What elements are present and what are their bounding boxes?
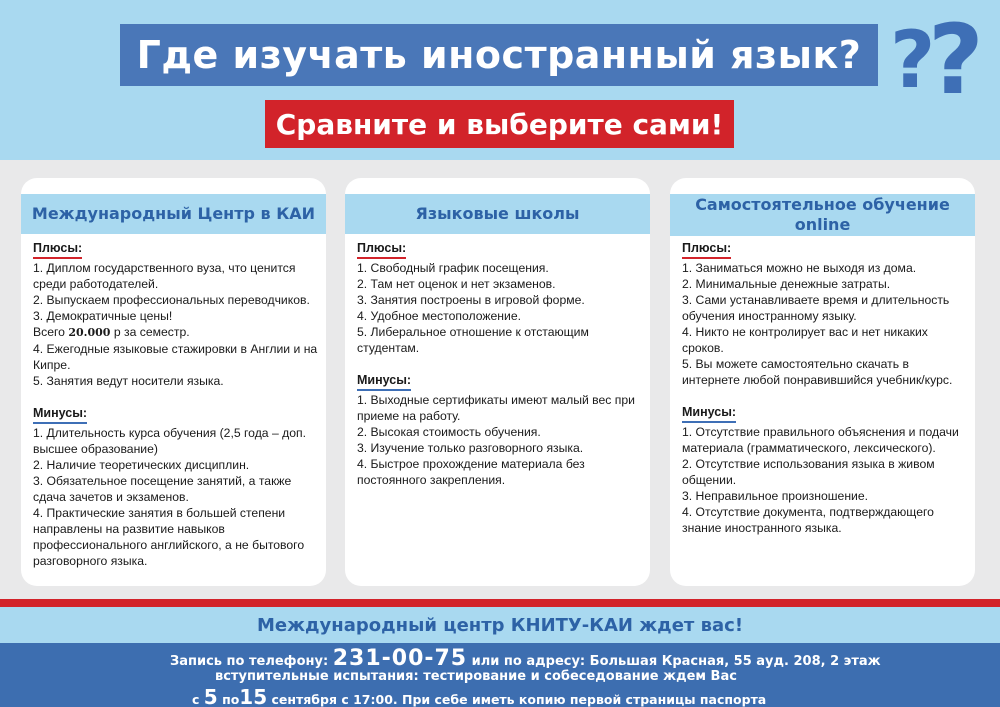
exams-line: вступительные испытания: тестирование и собеседование ждем Вас — [215, 669, 737, 684]
list-item: 1. Заниматься можно не выходя из дома. — [682, 261, 917, 275]
page-title: Где изучать иностранный язык? — [136, 33, 862, 77]
question-mark-icon: ? — [890, 16, 936, 106]
pros-underline — [33, 257, 82, 259]
list-item: 4. Отсутствие документа, подтверждающего знание иностранного языка. — [682, 505, 934, 535]
list-item: 4. Практические занятия в большей степени направлены на развитие навыков профессионального английского, а не бытового разговорного языка. — [33, 506, 305, 568]
list-item: 2. Там нет оценок и нет экзаменов. — [357, 277, 556, 291]
dates-line: с 5 по15 сентября с 17:00. При себе иметь копию первой страницы паспорта — [192, 685, 767, 707]
cons-list — [357, 392, 642, 488]
question-mark-icon: ? — [928, 4, 984, 116]
cons-underline — [33, 422, 87, 424]
list-item: 5. Вы можете самостоятельно скачать в интернете любой понравившийся учебник/курс. — [682, 357, 953, 387]
list-item: 2. Наличие теоретических дисциплин. — [33, 458, 250, 472]
contact-line — [170, 646, 881, 671]
cons-label: Минусы: — [33, 405, 87, 425]
pros-list — [682, 260, 967, 388]
list-item: 2. Минимальные денежные затраты. — [682, 277, 891, 291]
price-line: Всего 20.000 р за семестр. — [33, 325, 190, 339]
column-body — [357, 240, 642, 488]
pros-list — [357, 260, 642, 356]
subtitle: Сравните и выберите сами! — [275, 107, 724, 141]
list-item: 2. Отсутствие использования языка в живом общении. — [682, 457, 935, 487]
list-item: 3. Обязательное посещение занятий, а также сдача зачетов и экзаменов. — [33, 474, 292, 504]
list-item: 4. Быстрое прохождение материала без постоянного закрепления. — [357, 457, 585, 487]
cons-label: Минусы: — [357, 372, 411, 392]
footer-contact — [0, 643, 1000, 707]
pros-list — [33, 260, 318, 389]
list-item: 1. Свободный график посещения. — [357, 261, 549, 275]
list-item: 4. Ежегодные языковые стажировки в Англии и на Кипре. — [33, 342, 318, 372]
cons-underline — [682, 421, 736, 423]
column-title: Языковые школы — [345, 194, 650, 234]
column-title: Международный Центр в КАИ — [21, 194, 326, 234]
question-marks-graphic — [888, 6, 998, 116]
cons-list — [682, 424, 967, 536]
list-item: 4. Никто не контролирует вас и нет никаких сроков. — [682, 325, 928, 355]
price-value: 20.000 — [68, 326, 111, 339]
cons-label: Минусы: — [682, 404, 736, 424]
list-item: 3. Демократичные цены! — [33, 309, 173, 323]
divider-stripe — [0, 599, 1000, 607]
header-band — [0, 0, 1000, 160]
list-item: 1. Выходные сертификаты имеют малый вес при приеме на работу. — [357, 393, 635, 423]
phone-prefix: Запись по телефону: — [170, 654, 329, 669]
column-title: Самостоятельное обучение online — [670, 194, 975, 236]
list-item: 3. Изучение только разговорного языка. — [357, 441, 584, 455]
list-item: 1. Длительность курса обучения (2,5 года – доп. высшее образование) — [33, 426, 307, 456]
list-item: 5. Либеральное отношение к отстающим студентам. — [357, 325, 589, 355]
address: или по адресу: Большая Красная, 55 ауд. 208, 2 этаж — [471, 654, 881, 669]
title-box — [120, 24, 878, 86]
footer-invite-band — [0, 607, 1000, 643]
list-item: 3. Сами устанавливаете время и длительность обучения иностранному языку. — [682, 293, 950, 323]
list-item: 1. Диплом государственного вуза, что ценится среди работодателей. — [33, 261, 296, 291]
list-item: 3. Неправильное произношение. — [682, 489, 869, 503]
pros-underline — [357, 257, 406, 259]
column-online-self-study — [670, 178, 975, 586]
list-item: 2. Выпускаем профессиональных переводчиков. — [33, 293, 310, 307]
subtitle-box — [265, 100, 734, 148]
list-item: 1. Отсутствие правильного объяснения и подачи материала (грамматического, лексического). — [682, 425, 959, 455]
column-language-schools — [345, 178, 650, 586]
pros-underline — [682, 257, 731, 259]
date-to: 15 — [239, 685, 268, 707]
pros-label: Плюсы: — [682, 240, 731, 260]
date-from: 5 — [203, 685, 218, 707]
list-item: 2. Высокая стоимость обучения. — [357, 425, 541, 439]
pros-label: Плюсы: — [357, 240, 406, 260]
list-item: 4. Удобное местоположение. — [357, 309, 521, 323]
cons-list — [33, 425, 318, 569]
pros-label: Плюсы: — [33, 240, 82, 260]
list-item: 3. Занятия построены в игровой форме. — [357, 293, 585, 307]
list-item: 5. Занятия ведут носители языка. — [33, 374, 224, 388]
footer-invite: Международный центр КНИТУ-КАИ ждет вас! — [256, 614, 744, 636]
cons-underline — [357, 389, 411, 391]
column-kai-center — [21, 178, 326, 586]
column-body — [682, 240, 967, 536]
phone-number: 231-00-75 — [332, 646, 468, 671]
column-body — [33, 240, 318, 569]
